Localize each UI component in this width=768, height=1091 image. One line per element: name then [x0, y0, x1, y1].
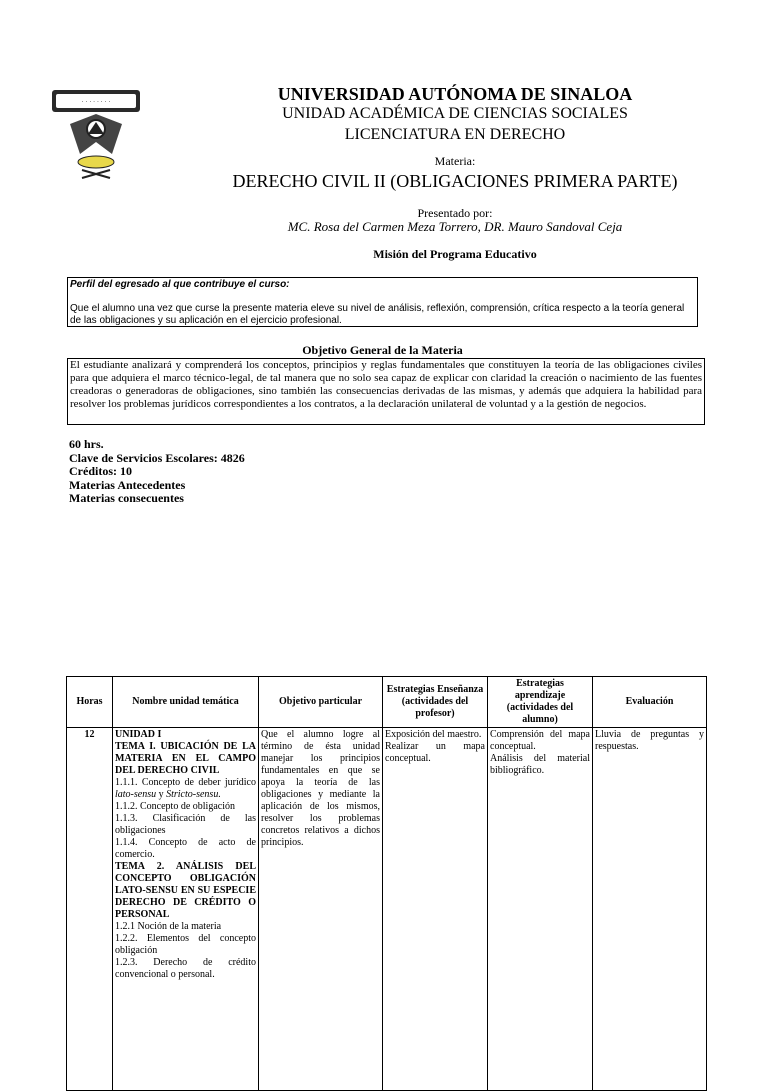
header-hours: Horas — [67, 677, 113, 728]
header-unit-name: Nombre unidad temática — [113, 677, 259, 728]
teaching-item: Exposición del maestro. — [385, 729, 482, 740]
academic-unit: UNIDAD ACADÉMICA DE CIENCIAS SOCIALES — [282, 105, 628, 122]
item-1-1-1-and: y — [156, 789, 167, 800]
unit-title: UNIDAD I — [115, 729, 162, 740]
course-hours: 60 hrs. — [69, 437, 104, 451]
row-unit-contents — [113, 728, 259, 1091]
item-1-1-1-text: 1.1.1. Concepto de deber jurídico — [115, 777, 256, 788]
item-1-1-2: 1.1.2. Concepto de obligación — [115, 801, 235, 812]
item-1-2-1: 1.2.1 Noción de la materia — [115, 921, 222, 932]
learning-item: Análisis del material bibliográfico. — [490, 753, 590, 776]
graduate-profile-box — [67, 277, 698, 327]
subject-title: DERECHO CIVIL II (OBLIGACIONES PRIMERA PARTE) — [232, 171, 678, 191]
degree-name: LICENCIATURA EN DERECHO — [344, 126, 566, 143]
svg-text:· · · · · · · ·: · · · · · · · · — [81, 99, 111, 106]
row-evaluation: Lluvia de preguntas y respuestas. — [593, 728, 707, 1091]
item-1-1-4: 1.1.4. Concepto de acto de comercio. — [115, 837, 256, 860]
row-hours: 12 — [67, 728, 113, 1091]
item-1-2-2: 1.2.2. Elementos del concepto obligación — [115, 933, 256, 956]
presented-by-label: Presentado por: — [417, 206, 493, 220]
mission-title: Misión del Programa Educativo — [373, 247, 537, 261]
general-objective-title: Objetivo General de la Materia — [302, 343, 463, 357]
graduate-profile-title: Perfil del egresado al que contribuye el curso: — [70, 279, 290, 290]
prior-subjects: Materias Antecedentes — [69, 477, 186, 492]
header-learning-strategies: Estrategias aprendizaje (actividades del alumno) — [488, 677, 593, 728]
syllabus-table — [66, 676, 707, 1091]
item-1-2-3: 1.2.3. Derecho de crédito convencional o personal. — [115, 957, 256, 980]
presenters: MC. Rosa del Carmen Meza Torrero, DR. Mauro Sandoval Ceja — [287, 219, 623, 234]
row-objective: Que el alumno logre al término de ésta unidad manejar los principios fundamentales en que se apoya la teoría de las obligaciones y mediante la aplicación de los mismos, resolver los problemas concretos relativos a dichos principios. — [259, 728, 383, 1091]
table-header-row — [67, 677, 707, 728]
subsequent-subjects: Materias consecuentes — [69, 491, 184, 505]
university-seal-logo — [50, 84, 142, 182]
table-row — [67, 728, 707, 1091]
learning-item: Comprensión del mapa conceptual. — [490, 729, 590, 752]
row-teaching-strategies — [383, 728, 488, 1091]
subject-label: Materia: — [434, 154, 476, 168]
teaching-item: Realizar un mapa conceptual. — [385, 741, 485, 764]
topic-2-title: TEMA 2. ANÁLISIS DEL CONCEPTO OBLIGACIÓN LATO-SENSU EN SU ESPECIE DERECHO DE CRÉDITO O PERSONAL — [115, 861, 256, 920]
item-1-1-3: 1.1.3. Clasificación de las obligaciones — [115, 813, 256, 836]
item-1-1-1-lato: lato-sensu — [115, 789, 157, 800]
university-name: UNIVERSIDAD AUTÓNOMA DE SINALOA — [277, 84, 633, 104]
course-code: Clave de Servicios Escolares: 4826 — [69, 450, 245, 465]
graduate-profile-text: Que el alumno una vez que curse la presente materia eleve su nivel de análisis, reflexión, comprensión, crítica respecto a la teoría general de las obligaciones y su aplicación en el ejercicio profesional. — [70, 303, 685, 326]
general-objective-text: El estudiante analizará y comprenderá los conceptos, principios y reglas fundamentales que constituyen la teoría de las obligaciones civiles para que adquiera el marco técnico-legal, de tal manera que no solo sea capaz de explicar con claridad la creación o nacimiento de las fuentes creadoras o generadoras de obligaciones, sino también las consecuencias derivadas de las mismas, y además que adquiera la habilidad para resolver los problemas jurídicos correspondientes a los contratos, a la declaración unilateral de voluntad y a la gestión de negocios. — [67, 358, 705, 425]
header-teaching-strategies: Estrategias Enseñanza (actividades del profesor) — [383, 677, 488, 728]
course-info — [69, 438, 245, 506]
item-1-1-1-stricto: Stricto-sensu. — [166, 789, 221, 800]
header-evaluation: Evaluación — [593, 677, 707, 728]
topic-1-title: TEMA I. UBICACIÓN DE LA MATERIA EN EL CAMPO DEL DERECHO CIVIL — [115, 741, 256, 776]
item-1-1-1 — [115, 777, 256, 801]
course-credits: Créditos: 10 — [69, 464, 132, 478]
header-objective: Objetivo particular — [259, 677, 383, 728]
row-learning-strategies — [488, 728, 593, 1091]
